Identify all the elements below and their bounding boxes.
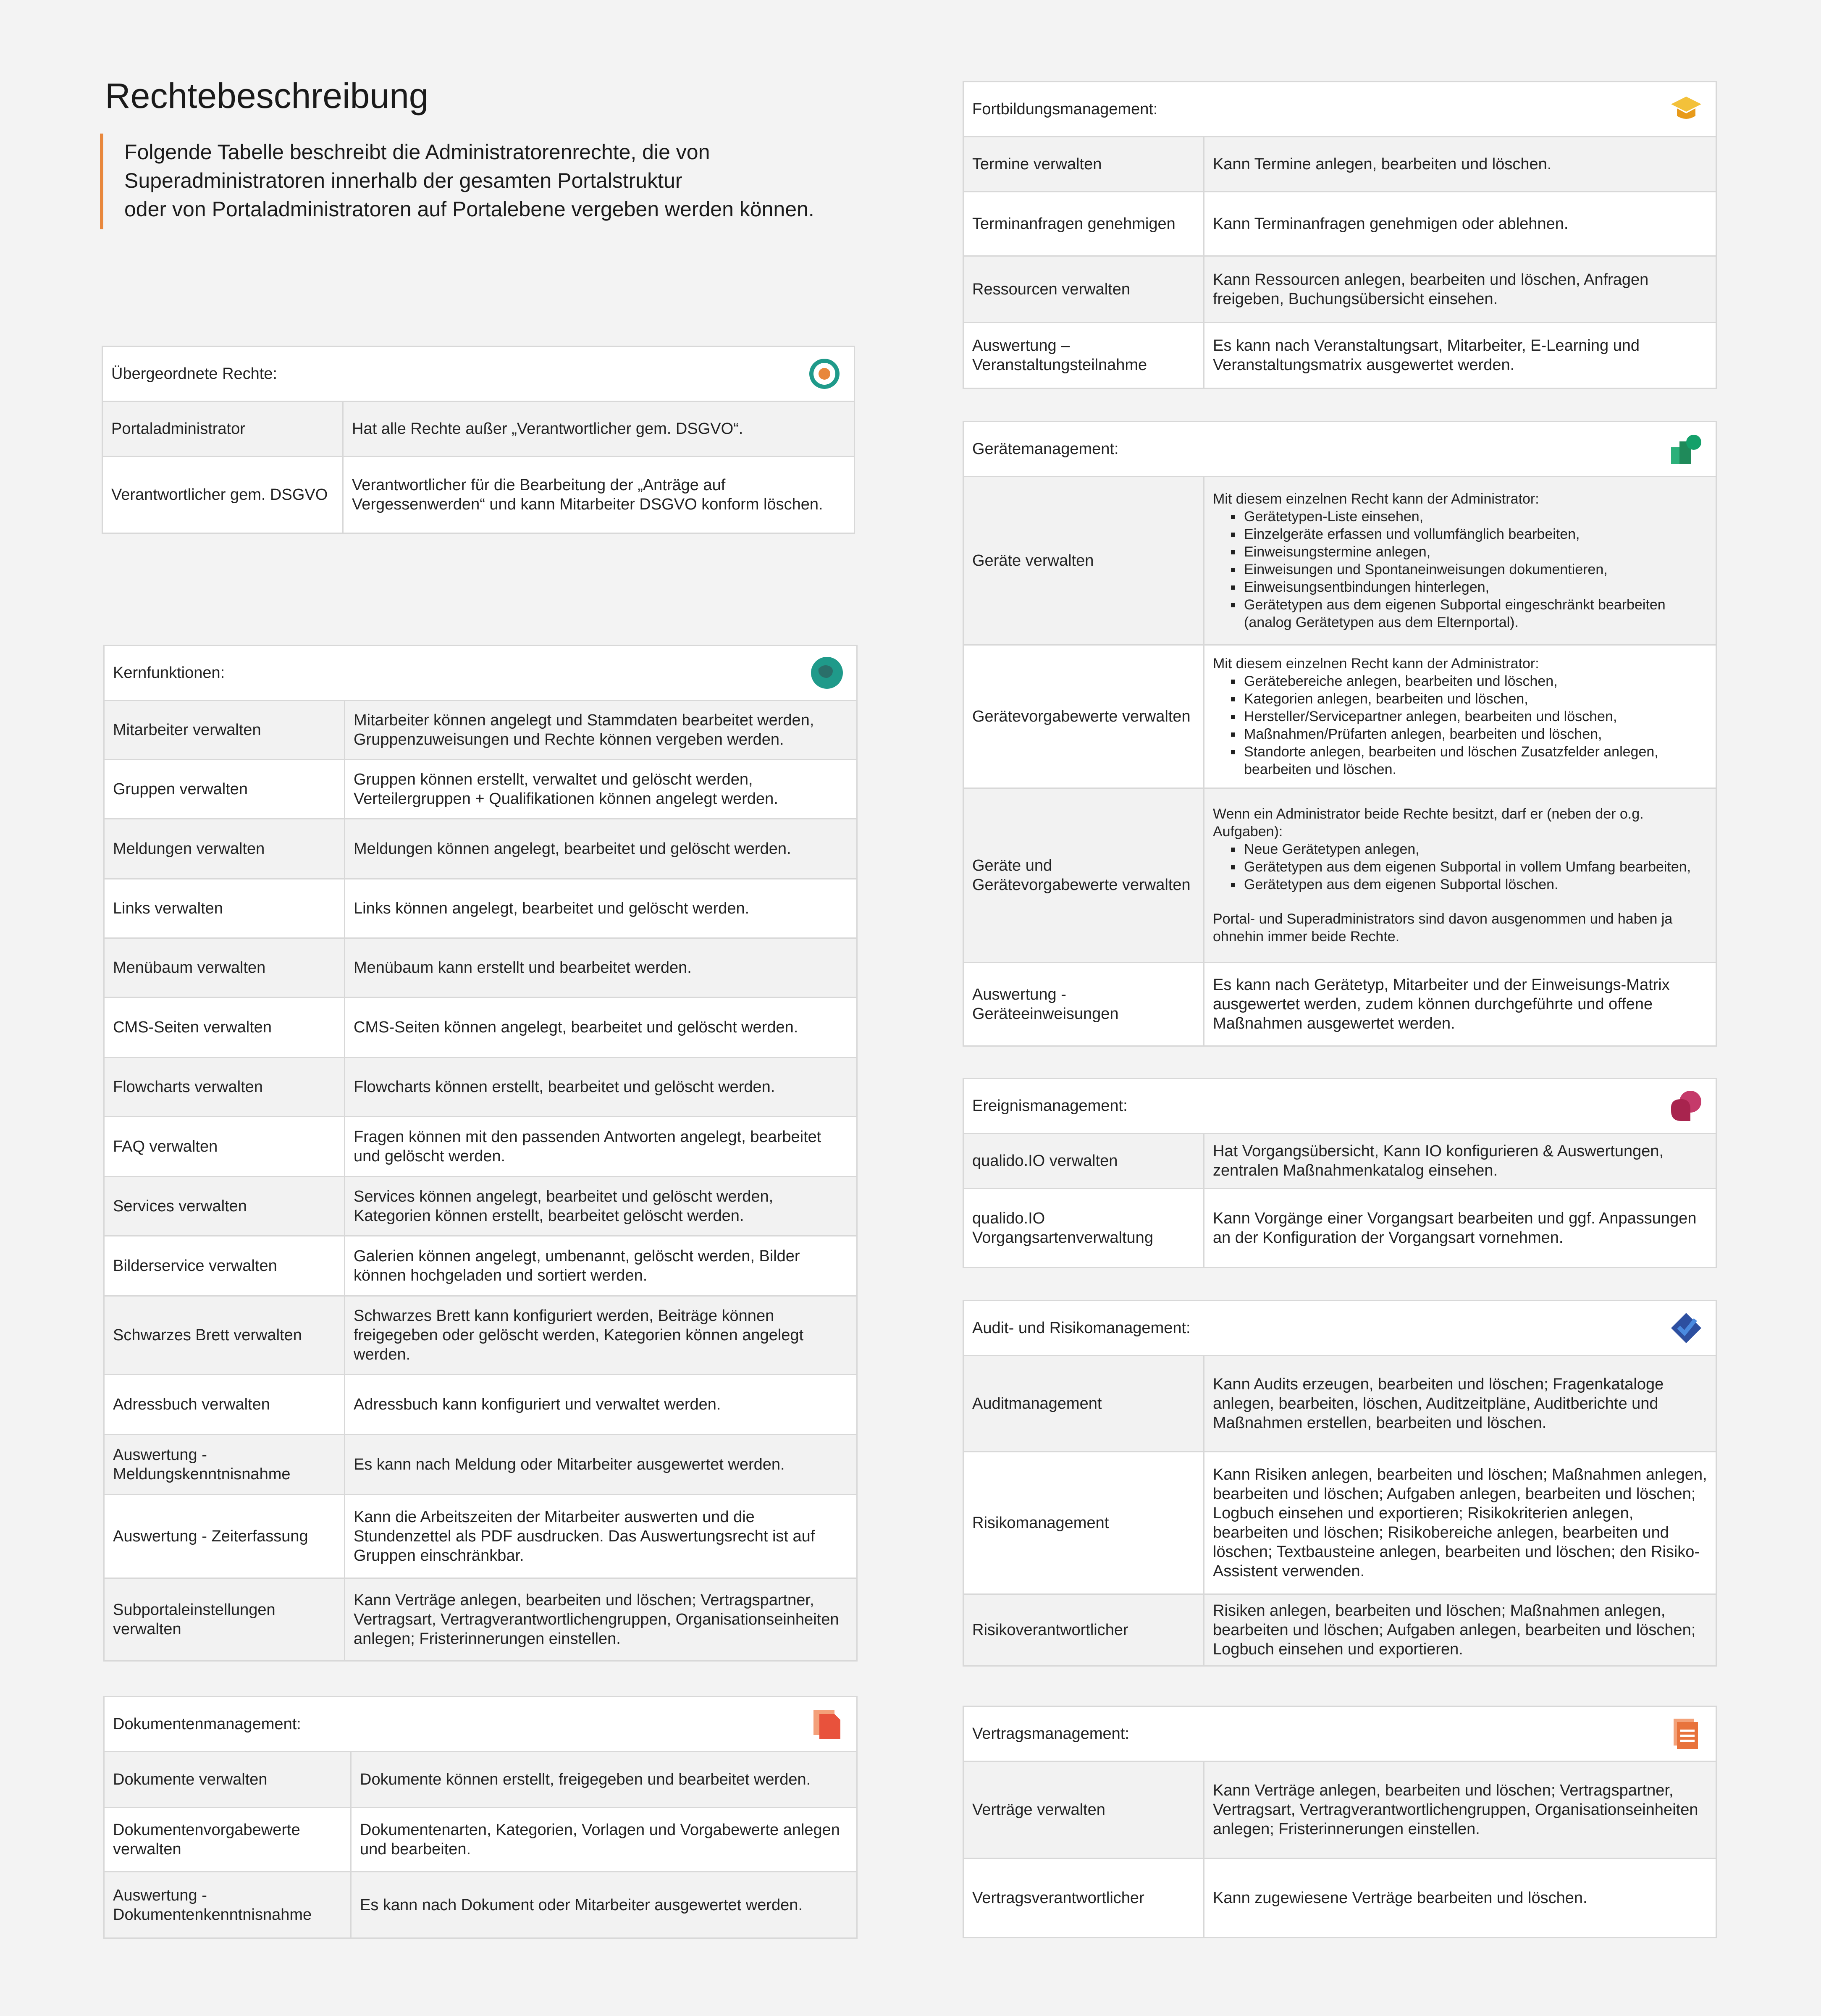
list-item: ▪ Kategorien anlegen, bearbeiten und löschen, bbox=[1242, 690, 1707, 708]
right-name: Flowcharts verwalten bbox=[105, 1058, 345, 1117]
right-description: Links können angelegt, bearbeitet und gelöscht werden. bbox=[345, 879, 857, 938]
right-name: Verantwortlicher gem. DSGVO bbox=[103, 457, 343, 533]
table-row bbox=[964, 137, 1716, 192]
description-outro: Portal- und Superadministrators sind davon ausgenommen und haben ja ohnehin immer beide Rechte. bbox=[1213, 911, 1673, 945]
right-name: Adressbuch verwalten bbox=[105, 1375, 345, 1435]
section-header bbox=[105, 1697, 856, 1752]
table-row bbox=[964, 1356, 1716, 1452]
list-item: ▪ Maßnahmen/Prüfarten anlegen, bearbeiten und löschen, bbox=[1242, 725, 1707, 743]
right-name: Risikomanagement bbox=[964, 1452, 1204, 1594]
table-row bbox=[964, 323, 1716, 388]
table-row bbox=[964, 1189, 1716, 1267]
section-title: Vertragsmanagement: bbox=[972, 1725, 1129, 1743]
section-title: Fortbildungsmanagement: bbox=[972, 100, 1158, 118]
list-item: ▪ Gerätetypen aus dem eigenen Subportal in vollem Umfang bearbeiten, bbox=[1242, 858, 1707, 876]
right-name: Services verwalten bbox=[105, 1177, 345, 1236]
list-item: ▪ Gerätetypen aus dem eigenen Subportal löschen. bbox=[1242, 876, 1707, 893]
table-row bbox=[964, 477, 1716, 645]
table-row bbox=[105, 879, 856, 938]
right-description: Schwarzes Brett kann konfiguriert werden, Beiträge können freigegeben oder gelöscht werden, Kategorien können angelegt werden. bbox=[345, 1296, 857, 1375]
section-header bbox=[105, 646, 856, 701]
right-description: Kann Verträge anlegen, bearbeiten und löschen; Vertragspartner, Vertragsart, Vertragverantwortlichengruppen, Organisationseinheiten anlegen; Fristerinnerungen einstellen. bbox=[345, 1578, 857, 1661]
right-name: Verträge verwalten bbox=[964, 1762, 1204, 1858]
table-row bbox=[105, 701, 856, 760]
right-name: Meldungen verwalten bbox=[105, 819, 345, 879]
right-name: Risikoverantwortlicher bbox=[964, 1594, 1204, 1666]
right-description: Adressbuch kann konfiguriert und verwaltet werden. bbox=[345, 1375, 857, 1435]
right-description: Flowcharts können erstellt, bearbeitet und gelöscht werden. bbox=[345, 1058, 857, 1117]
right-description: Hat alle Rechte außer „Verantwortlicher gem. DSGVO“. bbox=[343, 402, 854, 457]
rights-table bbox=[964, 1134, 1716, 1267]
right-description: Es kann nach Meldung oder Mitarbeiter ausgewertet werden. bbox=[345, 1435, 857, 1495]
list-item: ▪ Einweisungsentbindungen hinterlegen, bbox=[1242, 578, 1707, 596]
list-item: ▪ Hersteller/Servicepartner anlegen, bearbeiten und löschen, bbox=[1242, 708, 1707, 725]
description-list bbox=[1213, 672, 1707, 778]
right-description: Kann die Arbeitszeiten der Mitarbeiter auswerten und die Stundenzettel als PDF ausdrucken. Das Auswertungsrecht ist auf Gruppen einschränkbar. bbox=[345, 1495, 857, 1578]
right-name: Subportaleinstellungen verwalten bbox=[105, 1578, 345, 1661]
right-name: Termine verwalten bbox=[964, 137, 1204, 192]
section-header bbox=[964, 1079, 1716, 1134]
section-ereignis bbox=[963, 1078, 1717, 1268]
table-row bbox=[105, 1872, 856, 1938]
section-fortbildung bbox=[963, 81, 1717, 389]
right-name: Vertragsverantwortlicher bbox=[964, 1858, 1204, 1937]
list-item: ▪ Standorte anlegen, bearbeiten und löschen Zusatzfelder anlegen, bearbeiten und löschen. bbox=[1242, 743, 1707, 778]
right-name: Menübaum verwalten bbox=[105, 938, 345, 998]
intro-text bbox=[100, 134, 922, 229]
section-header bbox=[964, 1301, 1716, 1356]
list-item: ▪ Gerätetypen aus dem eigenen Subportal eingeschränkt bearbeiten (analog Gerätetypen aus dem Elternportal). bbox=[1242, 596, 1707, 631]
right-description: Kann Ressourcen anlegen, bearbeiten und löschen, Anfragen freigeben, Buchungsübersicht einsehen. bbox=[1204, 256, 1716, 323]
section-audit bbox=[963, 1300, 1717, 1667]
page-title: Rechtebeschreibung bbox=[105, 76, 429, 116]
table-row bbox=[105, 1117, 856, 1177]
right-name: Auswertung – Veranstaltungsteilnahme bbox=[964, 323, 1204, 388]
table-row bbox=[105, 1752, 856, 1808]
right-description: Verantwortlicher für die Bearbeitung der „Anträge auf Vergessenwerden“ und kann Mitarbeiter DSGVO konform löschen. bbox=[343, 457, 854, 533]
table-row bbox=[105, 1495, 856, 1578]
rights-table bbox=[964, 1356, 1716, 1665]
rights-table bbox=[964, 137, 1716, 388]
table-row bbox=[105, 1058, 856, 1117]
description-list bbox=[1213, 508, 1707, 631]
right-name: Terminanfragen genehmigen bbox=[964, 192, 1204, 256]
right-description: Menübaum kann erstellt und bearbeitet werden. bbox=[345, 938, 857, 998]
right-name: Auswertung - Geräteeinweisungen bbox=[964, 963, 1204, 1046]
list-item: ▪ Gerätebereiche anlegen, bearbeiten und löschen, bbox=[1242, 672, 1707, 690]
section-dokumente bbox=[103, 1696, 858, 1939]
contract-list-icon bbox=[1669, 1717, 1703, 1751]
section-header bbox=[964, 82, 1716, 137]
section-header bbox=[964, 422, 1716, 477]
table-row bbox=[105, 938, 856, 998]
right-description: Gruppen können erstellt, verwaltet und gelöscht werden, Verteilergruppen + Qualifikationen können angelegt werden. bbox=[345, 760, 857, 819]
right-name: Auswertung - Zeiterfassung bbox=[105, 1495, 345, 1578]
right-name: qualido.IO Vorgangsartenverwaltung bbox=[964, 1189, 1204, 1267]
description-intro: Wenn ein Administrator beide Rechte besitzt, darf er (neben der o.g. Aufgaben): bbox=[1213, 806, 1644, 840]
right-description: Es kann nach Gerätetyp, Mitarbeiter und der Einweisungs-Matrix ausgewertet werden, zudem können durchgeführte und offene Maßnahmen ausgewertet werden. bbox=[1204, 963, 1716, 1046]
section-title: Audit- und Risikomanagement: bbox=[972, 1319, 1191, 1337]
table-row bbox=[964, 256, 1716, 323]
right-description: Dokumente können erstellt, freigegeben und bearbeitet werden. bbox=[351, 1752, 857, 1808]
right-name: qualido.IO verwalten bbox=[964, 1134, 1204, 1189]
section-kern bbox=[103, 645, 858, 1662]
rights-table bbox=[105, 701, 856, 1660]
right-description: Risiken anlegen, bearbeiten und löschen; Maßnahmen anlegen, bearbeiten und löschen; Aufgaben anlegen, bearbeiten und löschen; Logbuch einsehen und exportieren. bbox=[1204, 1594, 1716, 1666]
rights-table bbox=[964, 1762, 1716, 1937]
checkmark-diamond-icon bbox=[1669, 1311, 1703, 1345]
right-description: Meldungen können angelegt, bearbeitet und gelöscht werden. bbox=[345, 819, 857, 879]
right-name: Gerätevorgabewerte verwalten bbox=[964, 645, 1204, 788]
right-description: Galerien können angelegt, umbenannt, gelöscht werden, Bilder können hochgeladen und sortiert werden. bbox=[345, 1236, 857, 1296]
table-row bbox=[964, 1452, 1716, 1594]
right-description: Kann Vorgänge einer Vorgangsart bearbeiten und ggf. Anpassungen an der Konfiguration der Vorgangsart vornehmen. bbox=[1204, 1189, 1716, 1267]
section-title: Dokumentenmanagement: bbox=[113, 1715, 301, 1733]
section-uebergeordnet bbox=[102, 346, 855, 534]
table-row bbox=[105, 1578, 856, 1661]
intro-line: oder von Portaladministratoren auf Portalebene vergeben werden können. bbox=[124, 197, 814, 221]
right-description: Es kann nach Dokument oder Mitarbeiter ausgewertet werden. bbox=[351, 1872, 857, 1938]
section-title: Gerätemanagement: bbox=[972, 440, 1119, 458]
chat-bubbles-icon bbox=[1669, 1089, 1703, 1123]
table-row bbox=[105, 1236, 856, 1296]
table-row bbox=[964, 963, 1716, 1046]
table-row bbox=[105, 1808, 856, 1872]
list-item: ▪ Einzelgeräte erfassen und vollumfänglich bearbeiten, bbox=[1242, 525, 1707, 543]
right-name: Gruppen verwalten bbox=[105, 760, 345, 819]
table-row bbox=[964, 1762, 1716, 1858]
right-description: Kann Verträge anlegen, bearbeiten und löschen; Vertragspartner, Vertragsart, Vertragverantwortlichengruppen, Organisationseinheiten anlegen; Fristerinnerungen einstellen. bbox=[1204, 1762, 1716, 1858]
right-description bbox=[1204, 788, 1716, 963]
right-description: Kann Risiken anlegen, bearbeiten und löschen; Maßnahmen anlegen, bearbeiten und löschen; Aufgaben anlegen, bearbeiten und löschen; Logbuch einsehen und exportieren; Risikokriterien anlegen, bearbeiten und löschen; Risikobereiche anlegen, bearbeiten und löschen; Textbausteine anlegen, bearbeiten und löschen; den Risiko-Assistent verwenden. bbox=[1204, 1452, 1716, 1594]
right-description: Es kann nach Veranstaltungsart, Mitarbeiter, E-Learning und Veranstaltungsmatrix ausgewertet werden. bbox=[1204, 323, 1716, 388]
right-name: Auswertung - Dokumentenkenntnisnahme bbox=[105, 1872, 351, 1938]
intro-line: Superadministratoren innerhalb der gesamten Portalstruktur bbox=[124, 169, 682, 192]
right-description: Kann zugewiesene Verträge bearbeiten und löschen. bbox=[1204, 1858, 1716, 1937]
right-description: Fragen können mit den passenden Antworten angelegt, bearbeitet und gelöscht werden. bbox=[345, 1117, 857, 1177]
table-row bbox=[105, 1435, 856, 1495]
rights-table bbox=[105, 1752, 856, 1937]
list-item: ▪ Einweisungstermine anlegen, bbox=[1242, 543, 1707, 561]
list-item: ▪ Einweisungen und Spontaneinweisungen dokumentieren, bbox=[1242, 561, 1707, 578]
list-item: ▪ Neue Gerätetypen anlegen, bbox=[1242, 840, 1707, 858]
document-icon bbox=[810, 1707, 844, 1741]
table-row bbox=[103, 457, 854, 533]
right-name: CMS-Seiten verwalten bbox=[105, 998, 345, 1058]
right-name: Links verwalten bbox=[105, 879, 345, 938]
right-name: Portaladministrator bbox=[103, 402, 343, 457]
table-row bbox=[103, 402, 854, 457]
right-name: Bilderservice verwalten bbox=[105, 1236, 345, 1296]
right-description: CMS-Seiten können angelegt, bearbeitet und gelöscht werden. bbox=[345, 998, 857, 1058]
table-row bbox=[964, 192, 1716, 256]
table-row bbox=[105, 1375, 856, 1435]
intro-line: Folgende Tabelle beschreibt die Administratorenrechte, die von bbox=[124, 140, 710, 164]
right-name: Geräte verwalten bbox=[964, 477, 1204, 645]
target-icon bbox=[808, 357, 841, 391]
right-description: Mitarbeiter können angelegt und Stammdaten bearbeitet werden, Gruppenzuweisungen und Rechte können vergeben werden. bbox=[345, 701, 857, 760]
section-title: Übergeordnete Rechte: bbox=[111, 365, 278, 383]
section-geraete bbox=[963, 421, 1717, 1047]
rights-table bbox=[103, 402, 854, 533]
right-name: Ressourcen verwalten bbox=[964, 256, 1204, 323]
devices-icon bbox=[1669, 432, 1703, 466]
section-header bbox=[964, 1707, 1716, 1762]
globe-icon bbox=[810, 656, 844, 690]
right-description bbox=[1204, 645, 1716, 788]
table-row bbox=[105, 819, 856, 879]
right-description: Dokumentenarten, Kategorien, Vorlagen und Vorgabewerte anlegen und bearbeiten. bbox=[351, 1808, 857, 1872]
table-row bbox=[964, 1594, 1716, 1666]
section-title: Kernfunktionen: bbox=[113, 664, 225, 682]
table-row bbox=[964, 645, 1716, 788]
right-description: Kann Terminanfragen genehmigen oder ablehnen. bbox=[1204, 192, 1716, 256]
table-row bbox=[964, 1858, 1716, 1937]
right-description: Kann Termine anlegen, bearbeiten und löschen. bbox=[1204, 137, 1716, 192]
right-name: Mitarbeiter verwalten bbox=[105, 701, 345, 760]
right-name: FAQ verwalten bbox=[105, 1117, 345, 1177]
description-list bbox=[1213, 840, 1707, 893]
rights-table bbox=[964, 477, 1716, 1045]
right-name: Geräte und Gerätevorgabewerte verwalten bbox=[964, 788, 1204, 963]
right-name: Dokumente verwalten bbox=[105, 1752, 351, 1808]
right-name: Schwarzes Brett verwalten bbox=[105, 1296, 345, 1375]
table-row bbox=[964, 788, 1716, 963]
table-row bbox=[105, 1296, 856, 1375]
right-description: Kann Audits erzeugen, bearbeiten und löschen; Fragenkataloge anlegen, bearbeiten, löschen, Auditzeitpläne, Auditberichte und Maßnahmen erstellen, bearbeiten und löschen. bbox=[1204, 1356, 1716, 1452]
table-row bbox=[105, 1177, 856, 1236]
list-item: ▪ Gerätetypen-Liste einsehen, bbox=[1242, 508, 1707, 525]
table-row bbox=[105, 760, 856, 819]
right-name: Auditmanagement bbox=[964, 1356, 1204, 1452]
section-title: Ereignismanagement: bbox=[972, 1097, 1128, 1115]
right-description bbox=[1204, 477, 1716, 645]
description-intro: Mit diesem einzelnen Recht kann der Administrator: bbox=[1213, 656, 1539, 672]
table-row bbox=[105, 998, 856, 1058]
section-vertrag bbox=[963, 1706, 1717, 1938]
right-name: Auswertung - Meldungskenntnisnahme bbox=[105, 1435, 345, 1495]
right-description: Hat Vorgangsübersicht, Kann IO konfigurieren & Auswertungen, zentralen Maßnahmenkatalog einsehen. bbox=[1204, 1134, 1716, 1189]
right-description: Services können angelegt, bearbeitet und gelöscht werden, Kategorien können erstellt, bearbeitet gelöscht werden. bbox=[345, 1177, 857, 1236]
description-intro: Mit diesem einzelnen Recht kann der Administrator: bbox=[1213, 491, 1539, 507]
right-name: Dokumentenvorgabewerte verwalten bbox=[105, 1808, 351, 1872]
graduation-cap-icon bbox=[1669, 92, 1703, 126]
table-row bbox=[964, 1134, 1716, 1189]
section-header bbox=[103, 347, 854, 402]
